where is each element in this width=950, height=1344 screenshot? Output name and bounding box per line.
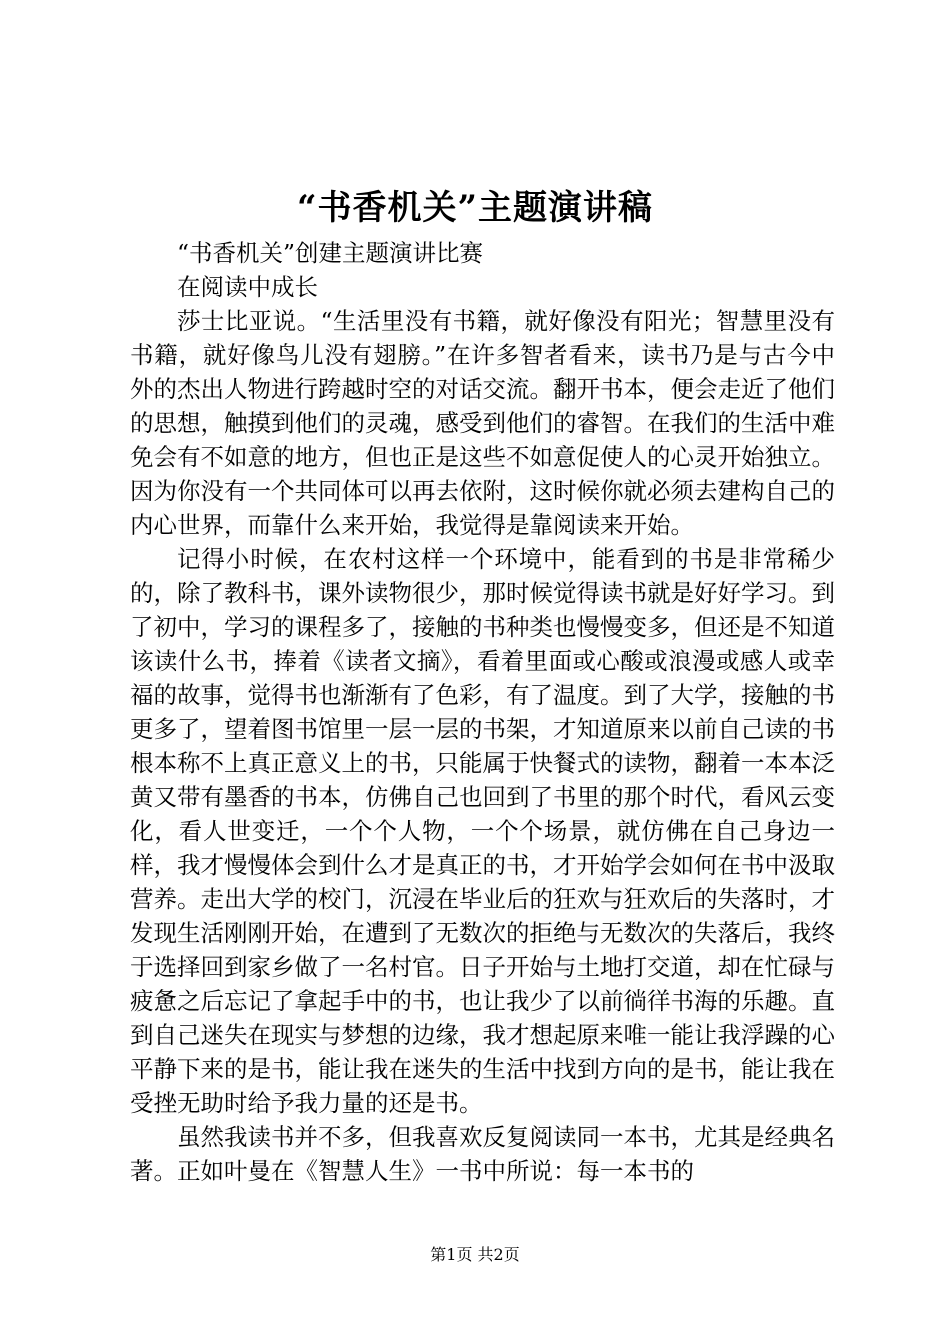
paragraph-2: 记得小时候，在农村这样一个环境中，能看到的书是非常稀少的，除了教科书，课外读物很少，那时候觉得读书就是好好学习。到了初中，学习的课程多了，接触的书种类也慢慢变多，但还是不知道该读什么书，捧着《读者文摘》，看着里面或心酸或浪漫或感人或幸福的故事，觉得书也渐渐有了色彩，有了温度。到了大学，接触的书更多了，望着图书馆里一层一层的书架，才知道原来以前自己读的书根本称不上真正意义上的书，只能属于快餐式的读物，翻着一本本泛黄又带有墨香的书本，仿佛自己也回到了书里的那个时代，看风云变化，看人世变迁，一个个人物，一个个场景，就仿佛在自己身边一样，我才慢慢体会到什么才是真正的书，才开始学会如何在书中汲取营养。走出大学的校门，沉浸在毕业后的狂欢与狂欢后的失落时，才发现生活刚刚开始，在遭到了无数次的拒绝与无数次的失落后，我终于选择回到家乡做了一名村官。日子开始与土地打交道，却在忙碌与疲惫之后忘记了拿起手中的书，也让我少了以前徜徉书海的乐趣。直到自己迷失在现实与梦想的边缘，我才想起原来唯一能让我浮躁的心平静下来的是书，能让我在迷失的生活中找到方向的是书，能让我在受挫无助时给予我力量的还是书。 [130,545,835,1117]
document-title: “书香机关”主题演讲稿 [296,188,654,228]
document-body [130,236,835,1188]
paragraph-1: 莎士比亚说。“生活里没有书籍，就好像没有阳光；智慧里没有书籍，就好像鸟儿没有翅膀。”在许多智者看来，读书乃是与古今中外的杰出人物进行跨越时空的对话交流。翻开书本，便会走近了他们的思想，触摸到他们的灵魂，感受到他们的睿智。在我们的生活中难免会有不如意的地方，但也正是这些不如意促使人的心灵开始独立。因为你没有一个共同体可以再去依附，这时候你就必须去建构自己的内心世界，而靠什么来开始，我觉得是靠阅读来开始。 [130,307,835,539]
paragraph-subtitle: “书香机关”创建主题演讲比赛 [177,239,484,267]
paragraph-3: 虽然我读书并不多，但我喜欢反复阅读同一本书，尤其是经典名著。正如叶曼在《智慧人生》一书中所说：每一本书的 [130,1123,835,1185]
paragraph-heading: 在阅读中成长 [177,273,318,301]
page-number-footer: 第1页 共2页 [430,1245,520,1264]
